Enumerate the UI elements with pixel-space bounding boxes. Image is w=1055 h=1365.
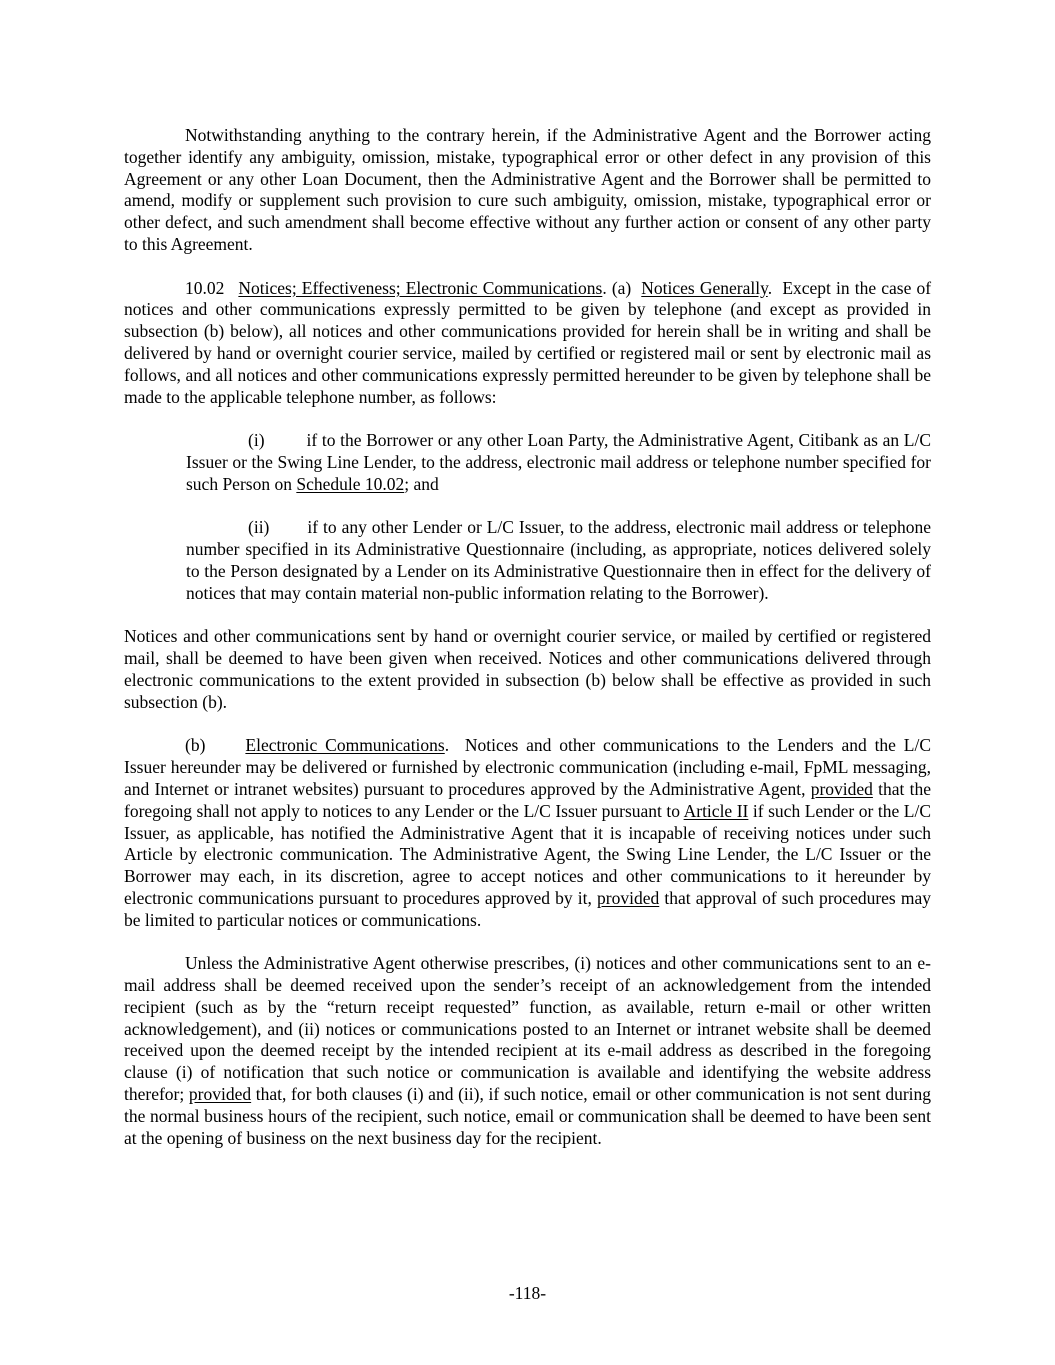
clause-i-text: if to the Borrower or any other Loan Party, the Administrative Agent, Citibank as an L/C Issuer or the Swing Line Lender, to the address, electronic mail address or telephone number specified for such Person on <box>186 430 931 494</box>
subsection-a-text: Except in the case of notices and other communications expressly permitted to be given by telephone (and except as provided in subsection (b) below), all notices and other communications provided for herein shall be in writing and shall be delivered by hand or overnight courier service, mailed by certified or registered mail or sent by electronic mail as follows, and all notices and other communications expressly permitted hereunder to be given by telephone shall be made to the applicable telephone number, as follows: <box>124 277 932 407</box>
provided-term-3: provided <box>188 1084 252 1105</box>
page-number: -118- <box>508 1283 547 1303</box>
subsection-b-text-4: that approval of such procedures may be limited to particular notices or communications. <box>124 887 931 930</box>
subsection-a-period: . <box>767 277 773 298</box>
paragraph-unless-prescribed <box>124 953 931 1149</box>
clause-i <box>186 430 931 495</box>
clause-ii-label: (ii) <box>248 517 270 538</box>
subsection-b-text-2: that the foregoing shall not apply to notices to any Lender or the L/C Issuer pursuant to <box>124 778 931 821</box>
schedule-reference: Schedule 10.02 <box>296 473 405 494</box>
clause-ii-text: if to any other Lender or L/C Issuer, to the address, electronic mail address or telephone number specified in its Administrative Questionnaire (including, as appropriate, notices delivered solely to the Person designated by a Lender on its Administrative Questionnaire then in effect for the delivery of notices that may contain material non-public information relating to the Borrower). <box>186 517 931 603</box>
section-10-02-paragraph <box>124 278 931 409</box>
paragraph-defect-correction: Notwithstanding anything to the contrary herein, if the Administrative Agent and the Borrower acting together identify any ambiguity, omission, mistake, typographical error or other defect in any provision of this Agreement or any other Loan Document, then the Administrative Agent and the Borrower shall be permitted to amend, modify or supplement such provision to cure such ambiguity, omission, mistake, typographical error or other defect, and such amendment shall become effective without any further action or consent of any other party to this Agreement. <box>124 125 931 254</box>
section-heading-period: . <box>602 277 607 298</box>
subsection-a-heading: Notices Generally <box>641 277 768 298</box>
subsection-b-heading: Electronic Communications <box>245 735 445 756</box>
provided-term-2: provided <box>597 887 660 908</box>
provided-term-1: provided <box>810 778 873 799</box>
unless-text-2: that, for both clauses (i) and (ii), if such notice, email or other communication is not sent during the normal business hours of the recipient, such notice, email or communication shall be deemed to have been sent at the opening of business on the next business day for the recipient. <box>124 1084 932 1148</box>
section-heading: Notices; Effectiveness; Electronic Communications <box>238 277 603 298</box>
unless-text-1: Unless the Administrative Agent otherwise prescribes, (i) notices and other communications sent to an e-mail address shall be deemed received upon the sender’s receipt of an acknowledgement from the intended recipient (such as by the “return receipt requested” function, as available, return e-mail or other written acknowledgement), and (ii) notices or communications posted to an Internet or intranet website shall be deemed received upon the deemed receipt by the intended recipient at its e-mail address as described in the foregoing clause (i) of notification that such notice or communication is available and identifying the website address therefor; <box>124 953 931 1105</box>
subsection-b-text-1: Notices and other communications to the Lenders and the L/C Issuer hereunder may be delivered or furnished by electronic communication (including e-mail, FpML messaging, and Internet or intranet websites) pursuant to procedures approved by the Administrative Agent, <box>124 735 932 799</box>
clause-i-label: (i) <box>248 430 265 451</box>
subsection-b-text-3: if such Lender or the L/C Issuer, as applicable, has notified the Administrative Agent that it is incapable of receiving notices under such Article by electronic communication. The Administrative Agent, the Swing Line Lender, the L/C Issuer or the Borrower may each, in its discretion, agree to accept notices and other communications to it hereunder by electronic communications pursuant to procedures approved by it, <box>124 800 931 908</box>
subsection-b-paragraph <box>124 735 931 931</box>
subsection-a-label: (a) <box>611 277 632 298</box>
subsection-b-period: . <box>444 735 450 756</box>
clause-i-tail: ; and <box>404 473 439 494</box>
clause-ii <box>186 517 931 604</box>
document-body <box>124 125 931 1171</box>
section-number: 10.02 <box>185 277 225 298</box>
subsection-b-label: (b) <box>185 735 206 756</box>
paragraph-notices-received: Notices and other communications sent by hand or overnight courier service, or mailed by certified or registered mail, shall be deemed to have been given when received. Notices and other communications delivered through electronic communications to the extent provided in subsection (b) below shall be effective as provided in such subsection (b). <box>124 626 931 712</box>
article-reference: Article II <box>683 800 749 821</box>
